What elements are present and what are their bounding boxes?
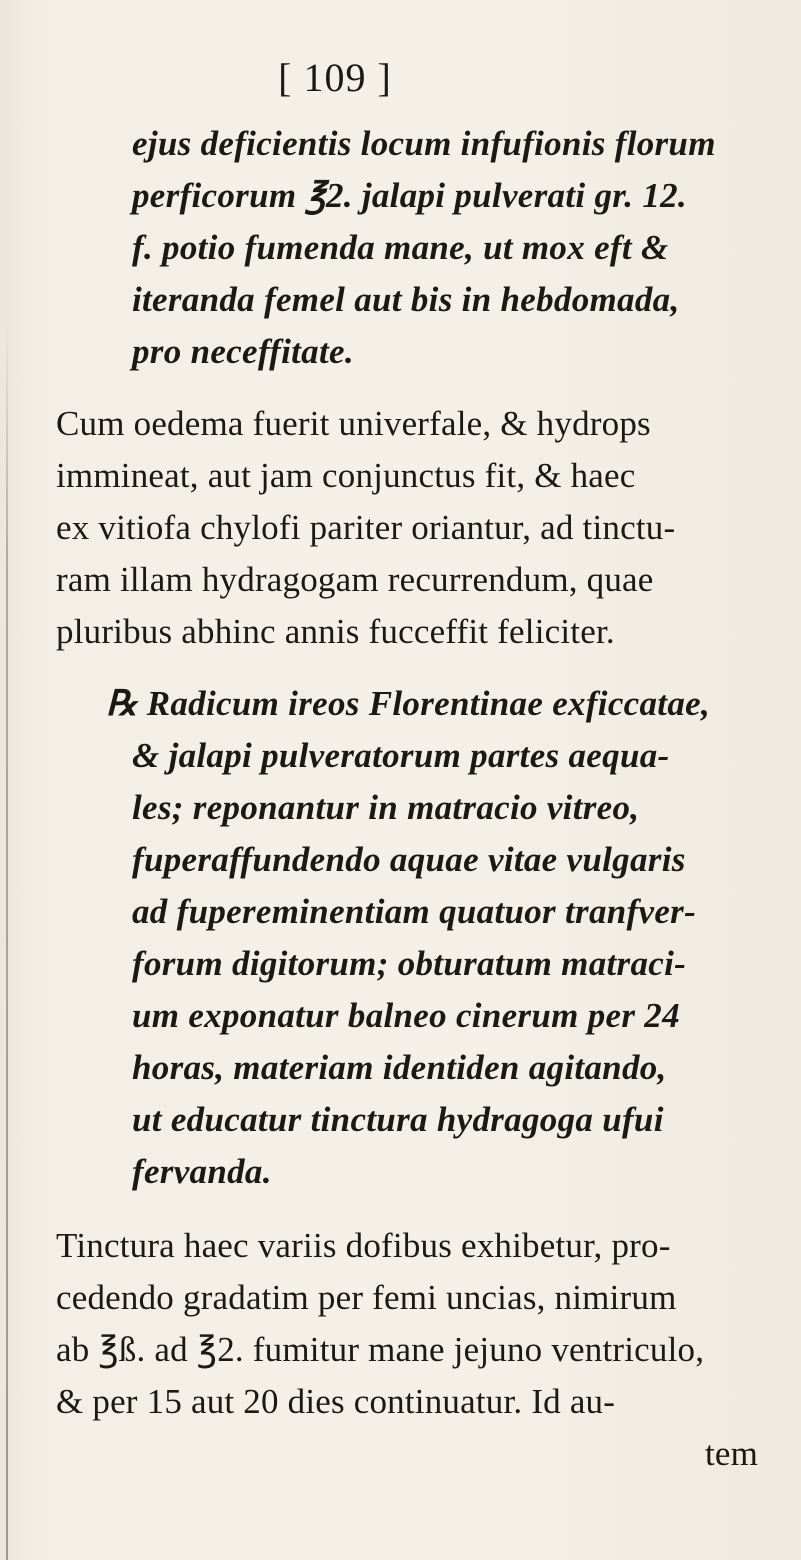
text-line: um exponatur balneo cinerum per 24 (132, 996, 680, 1035)
text-line: ejus deficientis locum infufionis florum (132, 124, 716, 163)
text-line: les; reponantur in matracio vitreo, (132, 788, 640, 827)
text-line: cedendo gradatim per femi uncias, nimirum (56, 1278, 677, 1317)
text-line: fuperaffundendo aquae vitae vulgaris (132, 840, 686, 879)
text-line: Cum oedema fuerit univerfale, & hydrops (56, 404, 651, 443)
text-line: fervanda. (132, 1152, 272, 1191)
text-line: ut educatur tinctura hydragoga ufui (132, 1100, 664, 1139)
text-line: ℞ Radicum ireos Florentinae exficcatae, (106, 684, 710, 723)
page-number: [ 109 ] (278, 55, 392, 100)
text-line: ram illam hydragogam recurrendum, quae (56, 560, 654, 599)
text-line: ex vitiofa chylofi pariter oriantur, ad tinctu- (56, 508, 676, 547)
text-line: Tinctura haec variis dofibus exhibetur, pro- (56, 1226, 671, 1265)
page-gutter-shadow (6, 320, 8, 1560)
text-line: horas, materiam identiden agitando, (132, 1048, 667, 1087)
text-line: perficorum ℥2. jalapi pulverati gr. 12. (132, 176, 687, 215)
text-line: ad fupereminentiam quatuor tranfver- (132, 892, 697, 931)
text-line: ab ℥ß. ad ℥2. fumitur mane jejuno ventriculo, (56, 1330, 705, 1369)
text-line: iteranda femel aut bis in hebdomada, (132, 280, 680, 319)
text-line: f. potio fumenda mane, ut mox eft & (132, 228, 669, 267)
text-line: forum digitorum; obturatum matraci- (132, 944, 687, 983)
text-line: pluribus abhinc annis fucceffit feliciter. (56, 612, 615, 651)
text-line: immineat, aut jam conjunctus fit, & haec (56, 456, 636, 495)
catchword: tem (705, 1434, 759, 1473)
text-line: & per 15 aut 20 dies continuatur. Id au- (56, 1382, 616, 1421)
text-line: pro neceffitate. (132, 332, 354, 371)
text-line: & jalapi pulveratorum partes aequa- (132, 736, 670, 775)
